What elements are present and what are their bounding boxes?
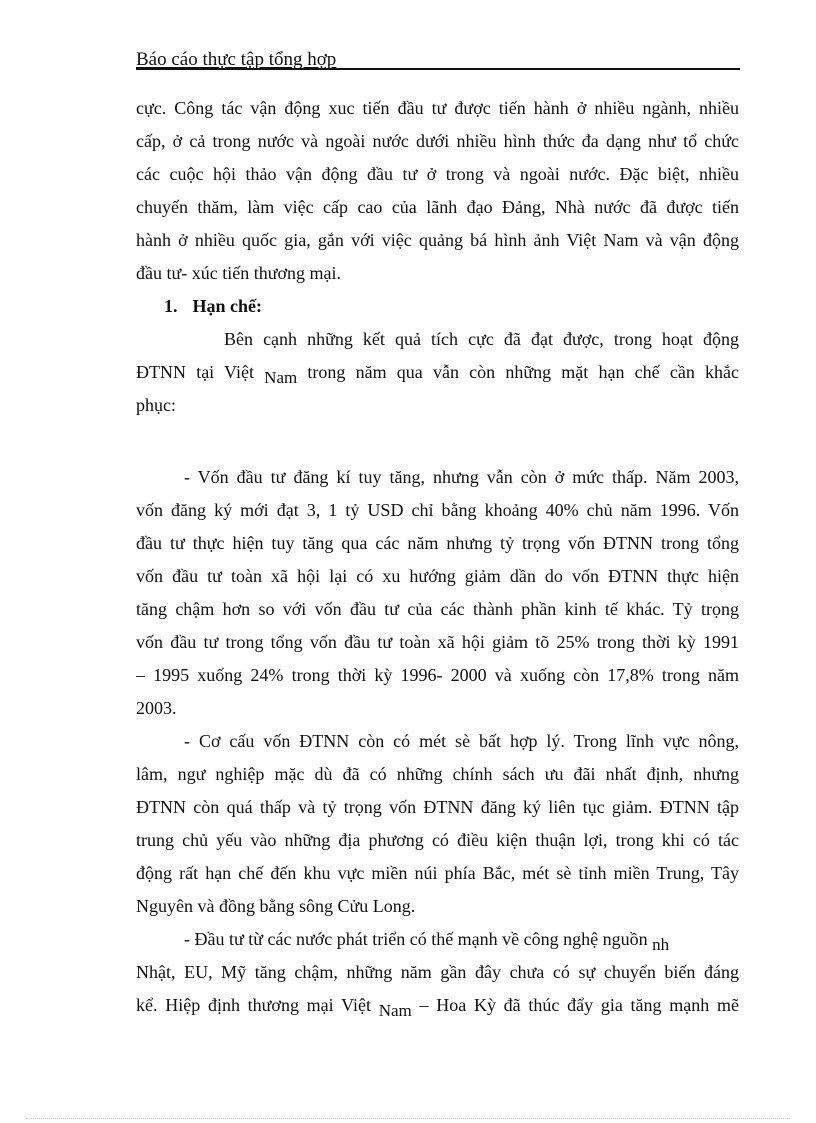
text-line: – 1995 xuống 24% trong thời kỳ 1996- 2000 và xuống còn 17,8% trong năm [136, 665, 739, 685]
subscript-text: Nam [378, 1001, 412, 1020]
header-rule [136, 68, 740, 70]
text-line: chuyến thăm, làm việc cấp cao của lãnh đạo Đảng, Nhà nước đã được tiến [136, 197, 739, 217]
subscript-text: nh [652, 935, 670, 954]
paragraph-gap [136, 422, 739, 461]
text-line: động rất hạn chế đến khu vực miền núi phía Bắc, mét sè tỉnh miền Trung, Tây [136, 863, 739, 883]
text-line: đầu tư- xúc tiến thương mại. [136, 263, 341, 283]
text-run: – Hoa Kỳ đã thúc đẩy gia tăng mạnh mẽ [419, 995, 739, 1015]
paragraph-structure [136, 725, 739, 923]
text-line: vốn đầu tư trong tổng vốn đầu tư toàn xã hội giảm tõ 25% trong thời kỳ 1991 [136, 632, 739, 652]
paragraph-investors [136, 923, 739, 1022]
section-heading [136, 290, 739, 323]
text-line: ĐTNN còn quá thấp và tỷ trọng vốn ĐTNN đăng ký liên tục giảm. ĐTNN tập [136, 797, 739, 817]
paragraph-capital [136, 461, 739, 725]
heading-label: Hạn chế: [192, 296, 262, 316]
text-line: vốn đầu tư toàn xã hội lại có xu hướng giảm dần do vốn ĐTNN thực hiện [136, 566, 739, 586]
text-line: cực. Công tác vận động xuc tiến đầu tư được tiến hành ở nhiều ngành, nhiều [136, 98, 739, 118]
subscript-text: Nam [264, 368, 298, 387]
document-body [136, 92, 739, 1022]
text-line: lâm, ngư nghiệp mặc dù đã có những chính sách ưu đãi nhất định, nhưng [136, 764, 739, 784]
heading-number: 1. [164, 296, 178, 316]
text-line: phục: [136, 395, 176, 415]
text-line [136, 989, 739, 1022]
text-line [136, 923, 739, 956]
text-line: Nguyên và đồng bằng sông Cửu Long. [136, 896, 416, 916]
text-line: hành ở nhiều quốc gia, gắn với việc quảng bá hình ảnh Việt Nam và vận động [136, 230, 739, 250]
text-run: ĐTNN tại Việt [136, 362, 254, 382]
text-line: các cuộc hội thảo vận động đầu tư ở trong và ngoài nước. Đặc biệt, nhiều [136, 164, 739, 184]
page-header [136, 48, 740, 72]
text-line: trung chủ yếu vào những địa phương có điều kiện thuận lợi, trong khi có tác [136, 830, 739, 850]
text-line: - Vốn đầu tư đăng kí tuy tăng, nhưng vẫn còn ở mức thấp. Năm 2003, [184, 467, 739, 487]
text-line: Nhật, EU, Mỹ tăng chậm, những năm gần đây chưa có sự chuyển biến đáng [136, 962, 739, 982]
page-bottom-border [26, 1118, 790, 1119]
text-line: - Cơ cấu vốn ĐTNN còn có mét sè bất hợp lý. Trong lĩnh vực nông, [184, 731, 739, 751]
text-line [136, 356, 739, 389]
text-line: vốn đăng ký mới đạt 3, 1 tỷ USD chỉ bằng khoảng 40% chủ năm 1996. Vốn [136, 500, 739, 520]
text-line: 2003. [136, 698, 177, 718]
text-line: Bên cạnh những kết quả tích cực đã đạt được, trong hoạt động [224, 329, 739, 349]
text-run: trong năm qua vẫn còn những mặt hạn chế cần khắc [307, 362, 739, 382]
text-line: tăng chậm hơn so với vốn đầu tư của các thành phần kinh tế khác. Tỷ trọng [136, 599, 739, 619]
header-title: Báo cáo thực tập tổng hợp [136, 49, 337, 70]
text-run: - Đầu tư từ các nước phát triển có thế mạnh về công nghệ nguồn [184, 929, 648, 949]
paragraph-intro [136, 323, 739, 422]
text-line: cấp, ở cả trong nước và ngoài nước dưới nhiều hình thức đa dạng như tổ chức [136, 131, 739, 151]
paragraph-continuation [136, 92, 739, 290]
text-run: kể. Hiệp định thương mại Việt [136, 995, 371, 1015]
text-line: đầu tư thực hiện tuy tăng qua các năm nhưng tỷ trọng vốn ĐTNN trong tổng [136, 533, 739, 553]
